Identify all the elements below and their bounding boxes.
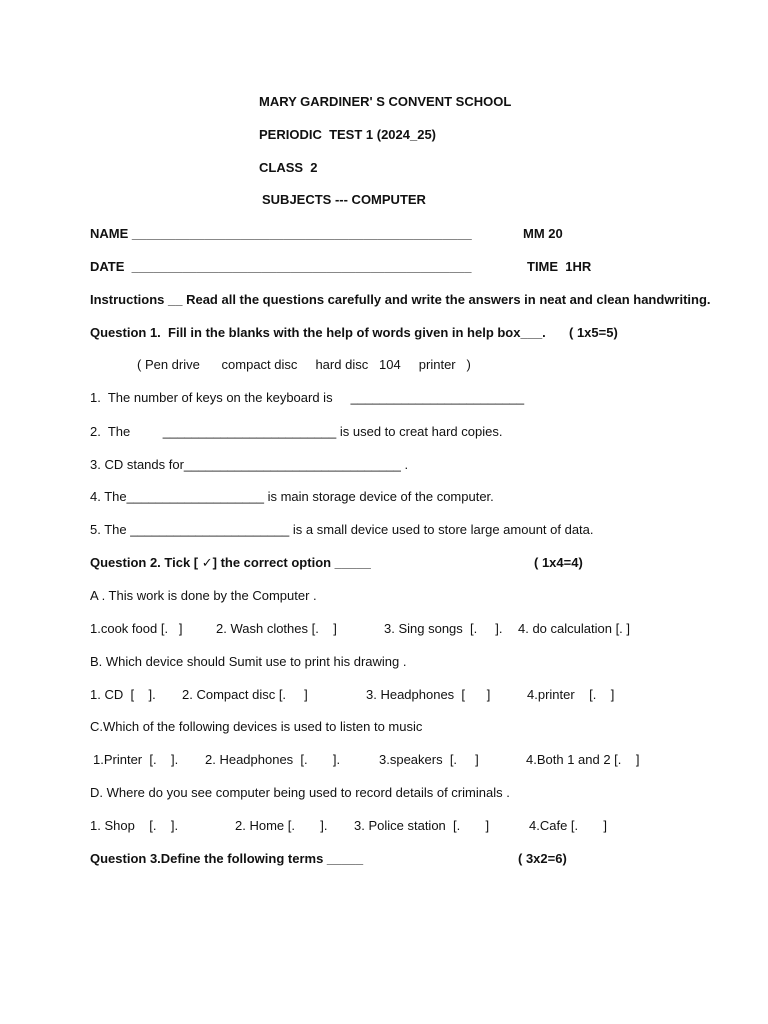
- q2-d-option: 2. Home [. ].: [235, 818, 328, 833]
- q1-item: 1. The number of keys on the keyboard is ________________________: [90, 390, 525, 405]
- school-name: MARY GARDINER' S CONVENT SCHOOL: [259, 94, 512, 109]
- q2-a-question: A . This work is done by the Computer .: [90, 588, 317, 603]
- q2-a-option: 4. do calculation [. ]: [518, 621, 631, 636]
- q1-item: 3. CD stands for______________________________ .: [90, 457, 409, 472]
- q2-d-option: 1. Shop [. ].: [90, 818, 179, 833]
- q2-b-question: B. Which device should Sumit use to print his drawing .: [90, 654, 407, 669]
- q2-b-option: 1. CD [ ].: [90, 687, 156, 702]
- subject-label: SUBJECTS --- COMPUTER: [262, 192, 426, 207]
- q1-item: 4. The___________________ is main storage device of the computer.: [90, 489, 494, 504]
- q2-c-option: 3.speakers [. ]: [379, 752, 479, 767]
- q2-b-option: 4.printer [. ]: [527, 687, 615, 702]
- q2-c-option: 1.Printer [. ].: [93, 752, 179, 767]
- q2-c-question: C.Which of the following devices is used to listen to music: [90, 719, 423, 734]
- q2-b-option: 2. Compact disc [. ]: [182, 687, 308, 702]
- q2-marks: ( 1x4=4): [534, 555, 583, 570]
- q2-d-option: 3. Police station [. ]: [354, 818, 490, 833]
- instructions: Instructions __ Read all the questions carefully and write the answers in neat and clean handwriting.: [90, 292, 711, 307]
- q2-d-question: D. Where do you see computer being used to record details of criminals .: [90, 785, 510, 800]
- q3-marks: ( 3x2=6): [518, 851, 567, 866]
- test-title: PERIODIC TEST 1 (2024_25): [259, 127, 437, 142]
- q2-a-option: 2. Wash clothes [. ]: [216, 621, 337, 636]
- q1-item: 5. The ______________________ is a small device used to store large amount of data.: [90, 522, 594, 537]
- time-label: TIME 1HR: [527, 259, 592, 274]
- class-label: CLASS 2: [259, 160, 318, 175]
- q1-help-box: ( Pen drive compact disc hard disc 104 printer ): [137, 357, 471, 372]
- q2-d-option: 4.Cafe [. ]: [529, 818, 608, 833]
- name-field: NAME _______________________________________________: [90, 226, 472, 241]
- max-marks: MM 20: [523, 226, 563, 241]
- q2-title: Question 2. Tick [ ✓] the correct option _____: [90, 555, 371, 570]
- q1-item: 2. The ________________________ is used to creat hard copies.: [90, 424, 503, 439]
- q2-c-option: 2. Headphones [. ].: [205, 752, 341, 767]
- q3-title: Question 3.Define the following terms _____: [90, 851, 364, 866]
- q1-title: Question 1. Fill in the blanks with the help of words given in help box___.: [90, 325, 546, 340]
- q2-c-option: 4.Both 1 and 2 [. ]: [526, 752, 640, 767]
- date-field: DATE _______________________________________________: [90, 259, 472, 274]
- q2-a-option: 1.cook food [. ]: [90, 621, 183, 636]
- q2-a-option: 3. Sing songs [. ].: [384, 621, 503, 636]
- q2-b-option: 3. Headphones [ ]: [366, 687, 491, 702]
- q1-marks: ( 1x5=5): [569, 325, 618, 340]
